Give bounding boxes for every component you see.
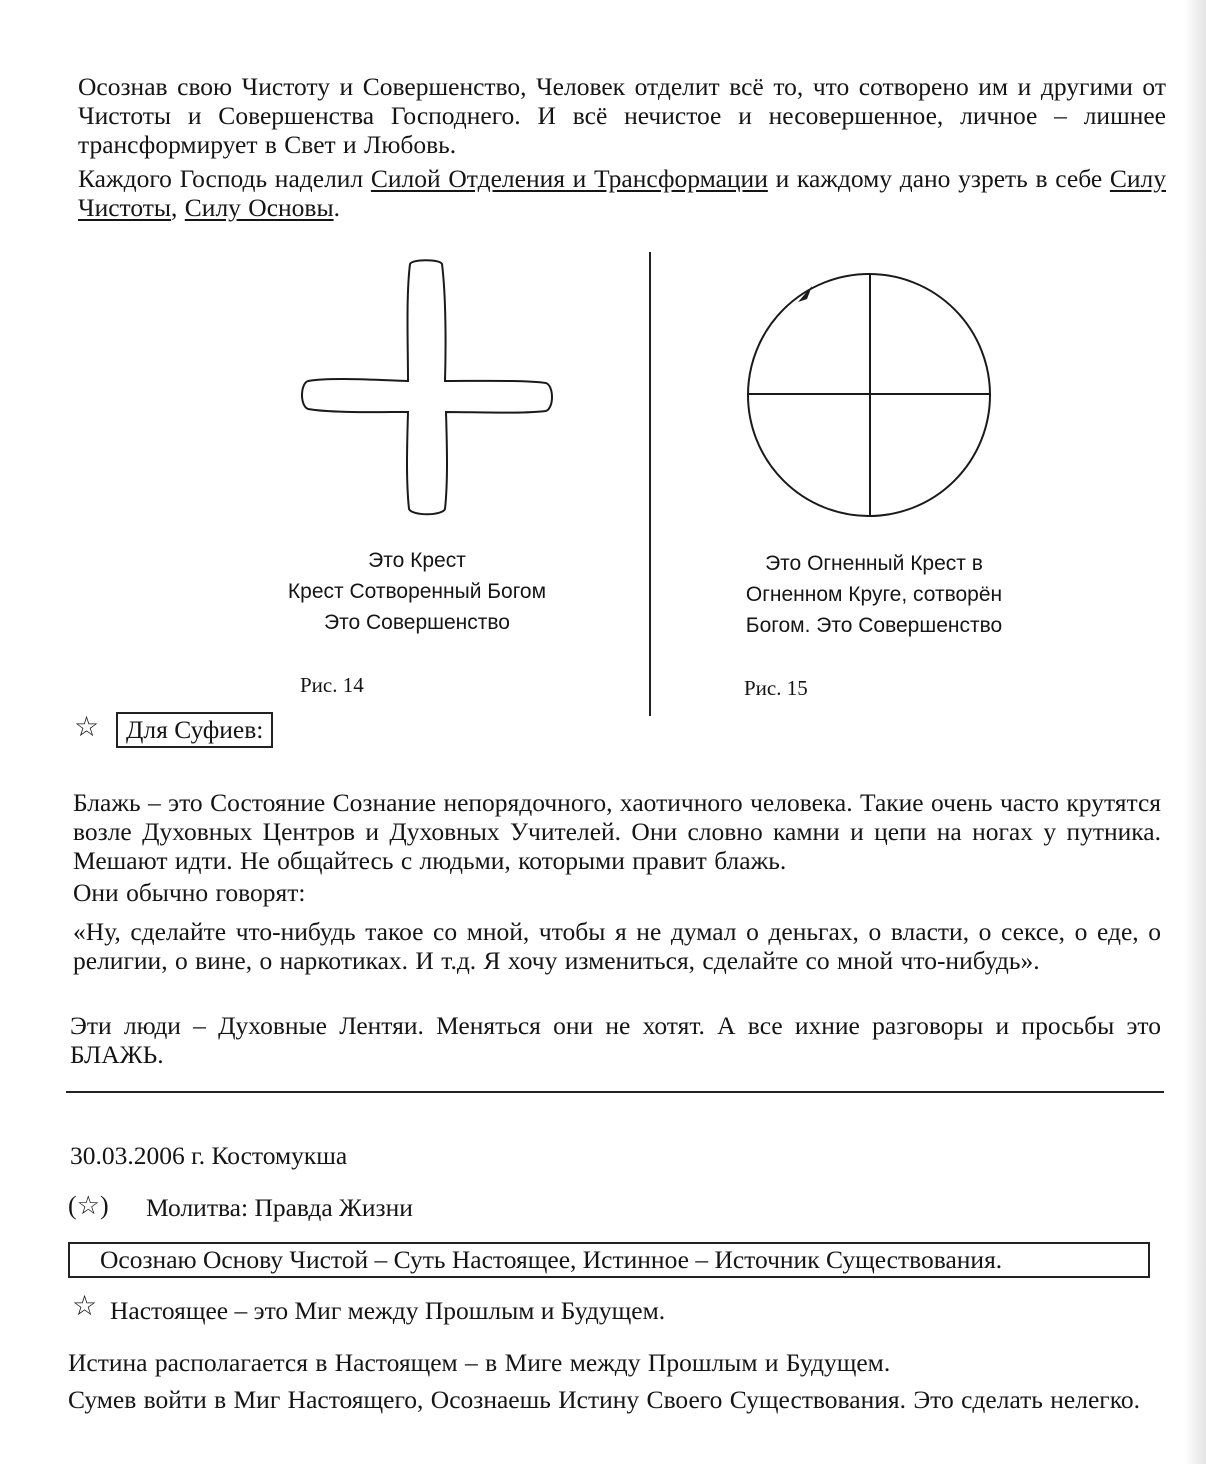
intro-text-start: Каждого Господь наделил [78,164,371,193]
body-paragraph-2: Они обычно говорят: [73,878,306,907]
intro-text-mid: и каждому дано узреть в себе [767,164,1110,193]
entry-paragraph-2: Сумев войти в Миг Настоящего, Осознаешь Истину Своего Существования. Это сделать нелегко. [68,1385,1140,1414]
body-paragraph-4: Эти люди – Духовные Лентяи. Меняться они не хотят. А все ихние разговоры и просьбы это БЛАЖЬ. [70,1011,1161,1069]
prayer-title: Молитва: Правда Жизни [146,1193,413,1222]
figure-divider [649,252,651,716]
underlined-purity-force: Силу Чистоты [78,164,1167,222]
section-divider [66,1091,1164,1093]
intro-text-end: . [333,193,340,222]
present-moment-line: Настоящее – это Миг между Прошлым и Будущем. [110,1296,666,1325]
cross-figure [296,256,558,522]
figure-14-caption-line-2: Крест Сотворенный Богом [287,580,547,603]
cross-outline [302,260,552,514]
direction-arrow-icon [798,286,812,302]
intro-paragraph-2 [78,164,1166,222]
fire-cross-circle-figure [742,270,996,520]
entry-paragraph-1: Истина располагается в Настоящем – в Миге между Прошлым и Будущем. [68,1348,891,1377]
intro-comma: , [171,193,185,222]
figure-15-caption-line-2: Огненном Круге, сотворён [745,583,1003,606]
figure-15-caption-line-1: Это Огненный Крест в [765,552,983,575]
figure-15-caption [700,548,1048,641]
intro-paragraph-1: Осознав свою Чистоту и Совершенство, Человек отделит всё то, что сотворено им и другими от Чистоты и Совершенства Господнего. И всё нечистое и несовершенное, личное – лишнее трансформирует в Свет и Любовь. [78,72,1166,159]
figure-14-caption [230,545,604,638]
star-icon: ☆ [74,712,100,743]
prayer-affirmation-box: Осознаю Основу Чистой – Суть Настоящее, Истинное – Источник Существования. [68,1242,1150,1278]
star-icon: ☆ [72,1291,98,1322]
entry-date-place: 30.03.2006 г. Костомукша [70,1141,348,1170]
moon-star-icon: (☆) [68,1191,109,1220]
figure-14-caption-line-3: Это Совершенство [324,611,510,634]
sufi-section-label: Для Суфиев: [116,712,273,748]
body-paragraph-3: «Ну, сделайте что-нибудь такое со мной, чтобы я не думал о деньгах, о власти, о сексе, о еде, о религии, о вине, о наркотиках. И т.д. Я хочу измениться, сделайте со мной что-нибудь». [73,917,1161,975]
figure-15-caption-line-3: Богом. Это Совершенство [745,614,1003,637]
figure-14-label: Рис. 14 [300,673,364,697]
underlined-separation-force: Силой Отделения и Трансформации [370,164,768,193]
page-edge-shadow [1184,0,1206,1464]
figure-14-caption-line-1: Это Крест [368,549,466,572]
underlined-foundation-force: Силу Основы [184,193,334,222]
body-paragraph-1: Блажь – это Состояние Сознание непорядочного, хаотичного человека. Такие очень часто крутятся возле Духовных Центров и Духовных Учителей. Они словно камни и цепи на ногах у путника. Мешают идти. Не общайтесь с людьми, которыми правит блажь. [73,788,1161,875]
figure-15-label: Рис. 15 [744,676,808,700]
